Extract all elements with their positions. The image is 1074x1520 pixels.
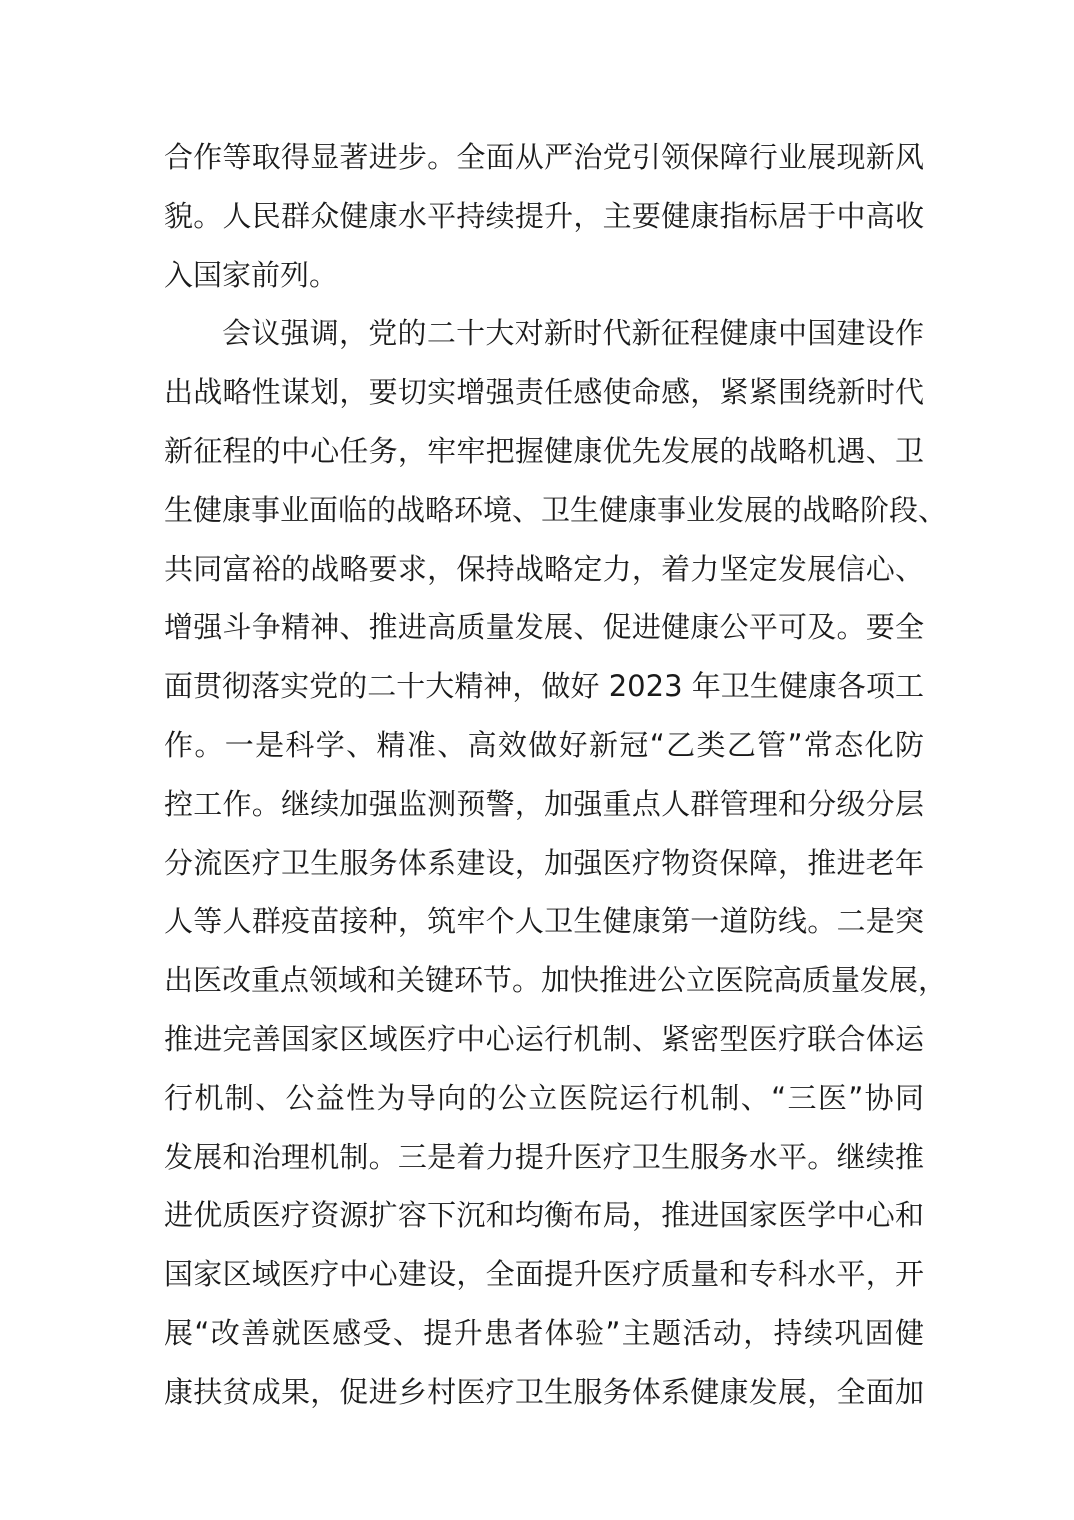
document-body: [164, 128, 948, 1422]
text-line: 康扶贫成果，促进乡村医疗卫生服务体系健康发展，全面加: [164, 1374, 924, 1409]
text-line: 控工作。继续加强监测预警，加强重点人群管理和分级分层: [164, 786, 924, 821]
text-line: 进优质医疗资源扩容下沉和均衡布局，推进国家医学中心和: [164, 1198, 924, 1233]
text-line: 貌。人民群众健康水平持续提升，主要健康指标居于中高收: [164, 198, 924, 233]
text-line: 人等人群疫苗接种，筑牢个人卫生健康第一道防线。二是突: [164, 904, 924, 939]
text-line: 推进完善国家区域医疗中心运行机制、紧密型医疗联合体运: [164, 1021, 924, 1056]
text-line: 面贯彻落实党的二十大精神，做好 2023 年卫生健康各项工: [164, 669, 924, 704]
text-line: 行机制、公益性为导向的公立医院运行机制、“三医”协同: [164, 1080, 924, 1115]
text-line: 国家区域医疗中心建设，全面提升医疗质量和专科水平，开: [164, 1257, 924, 1292]
text-line: 合作等取得显著进步。全面从严治党引领保障行业展现新风: [164, 140, 924, 174]
text-line: 共同富裕的战略要求，保持战略定力，着力坚定发展信心、: [164, 551, 924, 586]
text-line: 入国家前列。: [164, 257, 339, 292]
text-line: 出战略性谋划，要切实增强责任感使命感，紧紧围绕新时代: [164, 375, 924, 410]
text-line: 展“改善就医感受、提升患者体验”主题活动，持续巩固健: [164, 1315, 924, 1350]
text-line: 发展和治理机制。三是着力提升医疗卫生服务水平。继续推: [164, 1139, 924, 1174]
text-line: 增强斗争精神、推进高质量发展、促进健康公平可及。要全: [164, 610, 924, 645]
text-line: 会议强调，党的二十大对新时代新征程健康中国建设作: [222, 316, 924, 351]
text-line: 生健康事业面临的战略环境、卫生健康事业发展的战略阶段、: [164, 492, 948, 527]
text-line: 分流医疗卫生服务体系建设，加强医疗物资保障，推进老年: [164, 845, 924, 880]
text-line: 作。一是科学、精准、高效做好新冠“乙类乙管”常态化防: [164, 727, 924, 762]
text-line: 出医改重点领域和关键环节。加快推进公立医院高质量发展，: [164, 963, 948, 998]
text-line: 新征程的中心任务，牢牢把握健康优先发展的战略机遇、卫: [164, 433, 924, 468]
